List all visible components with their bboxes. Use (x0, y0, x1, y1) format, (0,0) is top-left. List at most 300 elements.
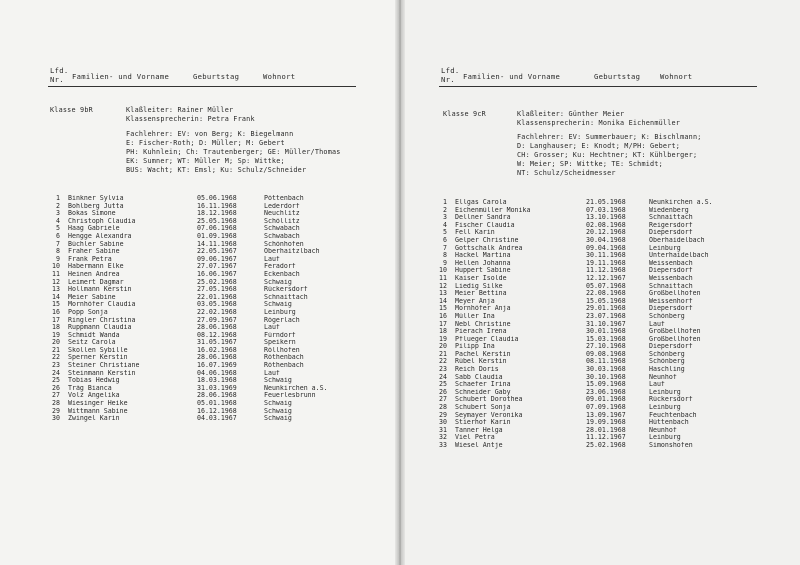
class-label: Klasse 9bR (50, 106, 93, 114)
speaker-line: Klassensprecherin: Monika Eichenmüller (517, 119, 681, 127)
row-number: 11 (52, 270, 60, 278)
birth-date: 05.07.1968 (586, 282, 626, 290)
table-row (421, 366, 739, 374)
student-name: Liedig Silke (455, 282, 503, 290)
table-row (34, 392, 354, 400)
row-number: 21 (439, 350, 447, 358)
residence: Schöllitz (264, 217, 300, 225)
table-row (34, 233, 354, 241)
teacher-line: Klaßleiter: Günther Meier (517, 110, 625, 118)
subject-line: NT: Schulz/Scheidmesser (517, 169, 616, 177)
residence: Schnaittach (649, 282, 693, 290)
row-number: 8 (443, 252, 447, 260)
residence: Leinburg (649, 434, 681, 442)
table-row (34, 218, 354, 226)
birth-date: 31.05.1967 (197, 339, 237, 347)
birth-date: 22.08.1968 (586, 290, 626, 298)
birth-date: 09.01.1968 (586, 396, 626, 404)
birth-date: 16.02.1968 (197, 346, 237, 354)
table-row (421, 313, 739, 321)
row-number: 16 (52, 308, 60, 316)
row-number: 23 (52, 362, 60, 370)
birth-date: 21.05.1968 (586, 199, 626, 206)
row-number: 7 (443, 244, 447, 252)
birth-date: 14.11.1968 (197, 240, 237, 248)
residence: Schönberg (649, 358, 685, 366)
birth-date: 12.12.1967 (586, 274, 626, 282)
table-row (421, 374, 739, 382)
student-name: Mornhöfer Claudia (68, 301, 136, 309)
row-number: 6 (443, 236, 447, 244)
residence: Feradorf (264, 263, 296, 271)
birth-date: 27.10.1968 (586, 343, 626, 351)
row-number: 14 (52, 293, 60, 301)
student-name: Habermann Elke (68, 263, 124, 271)
row-number: 12 (439, 282, 447, 290)
student-name: Eichenmüller Monika (455, 206, 531, 214)
residence: Schwabach (264, 232, 300, 240)
birth-date: 09.04.1968 (586, 244, 626, 252)
student-name: Meyer Anja (455, 297, 495, 305)
student-name: Hackel Martina (455, 252, 511, 260)
header-rule (439, 86, 757, 87)
birth-date: 08.11.1968 (586, 358, 626, 366)
row-number: 3 (443, 214, 447, 222)
residence: Rückersdorf (264, 286, 308, 294)
student-name: Büchler Sabine (68, 240, 124, 248)
table-row (34, 354, 354, 362)
table-row (34, 271, 354, 279)
row-number: 30 (439, 419, 447, 427)
student-name: Kaiser Isolde (455, 274, 507, 282)
header-nr (50, 66, 69, 84)
header-nr-line2: Nr. (441, 75, 455, 84)
table-row (34, 241, 354, 249)
header-name: Familien- und Vorname (72, 72, 170, 81)
residence: Leinburg (264, 308, 296, 316)
table-row (34, 279, 354, 287)
row-number: 14 (439, 297, 447, 305)
row-number: 20 (439, 343, 447, 351)
left-page (0, 0, 398, 565)
student-name: Meier Sabine (68, 293, 116, 301)
residence: Diepersdorf (649, 305, 693, 313)
book-gutter (395, 0, 405, 565)
birth-date: 25.05.1968 (197, 217, 237, 225)
table-row (421, 275, 739, 283)
residence: Hüttenbach (649, 419, 689, 427)
student-name: Gelper Christine (455, 236, 519, 244)
table-row (34, 317, 354, 325)
birth-date: 23.06.1968 (586, 388, 626, 396)
right-page (401, 0, 800, 565)
table-row (421, 396, 739, 404)
student-name: Sperner Kerstin (68, 354, 128, 362)
table-row (421, 434, 739, 442)
table-row (421, 229, 739, 237)
residence: Unterhaidelbach (649, 252, 709, 260)
subjects-block (517, 133, 702, 178)
table-row (421, 419, 739, 427)
birth-date: 04.03.1967 (197, 415, 237, 423)
row-number: 24 (439, 373, 447, 381)
student-name: Christoph Claudia (68, 217, 136, 225)
student-name: Volz Angelika (68, 392, 120, 400)
student-name: Steinmann Kerstin (68, 369, 136, 377)
birth-date: 25.02.1968 (197, 278, 237, 286)
table-row (34, 248, 354, 256)
table-row (34, 400, 354, 408)
student-name: Leimert Dagmar (68, 278, 124, 286)
header-place: Wohnort (660, 72, 693, 81)
residence: Feuchtenbach (649, 411, 697, 419)
student-table (421, 199, 739, 450)
residence: Pöttenbach (264, 195, 304, 202)
row-number: 16 (439, 312, 447, 320)
row-number: 29 (439, 411, 447, 419)
student-name: Gottschalk Andrea (455, 244, 523, 252)
table-row (34, 339, 354, 347)
row-number: 6 (56, 232, 60, 240)
residence: Lauf (264, 324, 280, 332)
student-name: Stierhof Karin (455, 419, 511, 427)
subject-line: Fachlehrer: EV: von Berg; K: Biegelmann (126, 130, 294, 138)
table-row (34, 309, 354, 317)
row-number: 15 (439, 305, 447, 313)
residence: Wiedenberg (649, 206, 689, 214)
student-name: Schaefer Irina (455, 381, 511, 389)
residence: Schönberg (649, 312, 685, 320)
row-number: 25 (52, 377, 60, 385)
table-row (421, 207, 739, 215)
student-name: Steiner Christiane (68, 362, 140, 370)
row-number: 13 (439, 290, 447, 298)
residence: Lauf (649, 320, 665, 328)
row-number: 10 (439, 267, 447, 275)
table-row (421, 321, 739, 329)
birth-date: 30.11.1968 (586, 252, 626, 260)
student-name: Tobias Hedwig (68, 377, 120, 385)
row-number: 30 (52, 415, 60, 423)
row-number: 18 (439, 328, 447, 336)
birth-date: 19.09.1968 (586, 419, 626, 427)
row-number: 9 (443, 259, 447, 267)
residence: Speikern (264, 339, 296, 347)
residence: Reigersdorf (649, 221, 693, 229)
residence: Oberhaitzlbach (264, 248, 320, 256)
student-name: Binkner Sylvia (68, 195, 124, 202)
residence: Leinburg (649, 244, 681, 252)
table-row (34, 332, 354, 340)
birth-date: 05.01.1968 (197, 400, 237, 408)
residence: Schwabach (264, 225, 300, 233)
residence: Feuerlesbrunn (264, 392, 316, 400)
table-row (421, 343, 739, 351)
residence: Leinburg (649, 388, 681, 396)
birth-date: 07.06.1968 (197, 225, 237, 233)
header-place: Wohnort (263, 72, 296, 81)
table-row (34, 210, 354, 218)
student-name: Mornhöfer Anja (455, 305, 511, 313)
table-row (34, 377, 354, 385)
student-name: Reich Doris (455, 366, 499, 374)
subject-line: W: Meier; SP: Wittke; TE: Schmidt; (517, 160, 663, 168)
row-number: 29 (52, 407, 60, 415)
residence: Schwaig (264, 278, 292, 286)
residence: Lauf (649, 381, 665, 389)
header-name: Familien- und Vorname (463, 72, 561, 81)
table-row (421, 381, 739, 389)
row-number: 1 (443, 199, 447, 206)
subject-line: Fachlehrer: EV: Summerbauer; K: Bischlmann; (517, 133, 702, 141)
row-number: 4 (443, 221, 447, 229)
table-row (34, 286, 354, 294)
birth-date: 07.09.1968 (586, 404, 626, 412)
subject-line: EK: Sumner; WT: Müller M; Sp: Wittke; (126, 157, 285, 165)
residence: Rückersdorf (649, 396, 693, 404)
student-name: Ellgas Carola (455, 199, 507, 206)
row-number: 7 (56, 240, 60, 248)
birth-date: 13.10.1968 (586, 214, 626, 222)
birth-date: 29.01.1968 (586, 305, 626, 313)
table-row (34, 347, 354, 355)
student-name: Frank Petra (68, 255, 112, 263)
table-row (421, 412, 739, 420)
birth-date: 30.04.1968 (586, 236, 626, 244)
student-name: Seitz Carola (68, 339, 116, 347)
student-name: Wiesinger Heike (68, 400, 128, 408)
table-row (421, 404, 739, 412)
row-number: 8 (56, 248, 60, 256)
student-name: Schubert Dorothea (455, 396, 523, 404)
header-date: Geburtstag (594, 72, 641, 81)
student-name: Pilipp Ina (455, 343, 495, 351)
residence: Weissenbach (649, 259, 693, 267)
residence: Fürndorf (264, 331, 296, 339)
row-number: 19 (439, 335, 447, 343)
table-row (421, 427, 739, 435)
residence: Diepersdorf (649, 343, 693, 351)
subject-line: PH: Kuhnlein; Ch: Trautenberger; GE: Müller/Thomas (126, 148, 341, 156)
birth-date: 16.07.1969 (197, 362, 237, 370)
student-name: Wittmann Sabine (68, 407, 128, 415)
table-row (421, 245, 739, 253)
table-row (34, 415, 354, 423)
student-name: Pachel Kerstin (455, 350, 511, 358)
student-name: Ruppmann Claudia (68, 324, 132, 332)
birth-date: 27.05.1968 (197, 286, 237, 294)
student-name: Fell Karin (455, 229, 495, 237)
table-row (34, 225, 354, 233)
residence: Schönhofen (264, 240, 304, 248)
birth-date: 22.02.1968 (197, 308, 237, 316)
student-name: Fischer Claudia (455, 221, 515, 229)
birth-date: 15.05.1968 (586, 297, 626, 305)
student-name: Schneider Gaby (455, 388, 511, 396)
birth-date: 15.03.1968 (586, 335, 626, 343)
student-name: Hengge Alexandra (68, 232, 132, 240)
birth-date: 28.06.1968 (197, 354, 237, 362)
row-number: 17 (52, 316, 60, 324)
header-nr (441, 66, 460, 84)
table-row (421, 358, 739, 366)
student-name: Skollen Sybille (68, 346, 128, 354)
student-name: Seymayer Veronika (455, 411, 523, 419)
birth-date: 25.02.1968 (586, 442, 626, 449)
row-number: 28 (52, 400, 60, 408)
birth-date: 07.03.1968 (586, 206, 626, 214)
birth-date: 09.08.1968 (586, 350, 626, 358)
row-number: 31 (439, 426, 447, 434)
student-name: Hollmann Kerstin (68, 286, 132, 294)
residence: Lederdorf (264, 202, 300, 210)
row-number: 25 (439, 381, 447, 389)
birth-date: 28.06.1968 (197, 324, 237, 332)
residence: Weissenhorf (649, 297, 693, 305)
row-number: 3 (56, 210, 60, 218)
table-row (421, 336, 739, 344)
table-row (34, 294, 354, 302)
table-row (34, 324, 354, 332)
row-number: 32 (439, 434, 447, 442)
row-number: 2 (443, 206, 447, 214)
residence: Neunhof (649, 426, 677, 434)
student-name: Schmidt Wanda (68, 331, 120, 339)
birth-date: 16.11.1968 (197, 202, 237, 210)
birth-date: 31.10.1967 (586, 320, 626, 328)
student-name: Rübel Kerstin (455, 358, 507, 366)
row-number: 2 (56, 202, 60, 210)
birth-date: 30.01.1968 (586, 328, 626, 336)
residence: Rögerlach (264, 316, 300, 324)
student-name: Schubert Sonja (455, 404, 511, 412)
table-row (34, 370, 354, 378)
residence: Schwaig (264, 415, 292, 423)
row-number: 26 (439, 388, 447, 396)
student-name: Heinen Andrea (68, 270, 120, 278)
row-number: 4 (56, 217, 60, 225)
residence: Haschling (649, 366, 685, 374)
table-row (421, 267, 739, 275)
birth-date: 18.12.1968 (197, 210, 237, 218)
student-name: Meier Bettina (455, 290, 507, 298)
table-row (421, 237, 739, 245)
birth-date: 30.03.1968 (586, 366, 626, 374)
table-row (421, 199, 739, 207)
class-label: Klasse 9cR (443, 110, 486, 118)
table-row (421, 290, 739, 298)
residence: Röthenbach (264, 362, 304, 370)
table-row (421, 260, 739, 268)
birth-date: 27.09.1967 (197, 316, 237, 324)
student-name: Haag Gabriele (68, 225, 120, 233)
birth-date: 02.08.1968 (586, 221, 626, 229)
header-date: Geburtstag (193, 72, 240, 81)
speaker-line: Klassensprecherin: Petra Frank (126, 115, 255, 123)
table-row (421, 351, 739, 359)
birth-date: 03.05.1968 (197, 301, 237, 309)
table-row (421, 442, 739, 450)
table-row (34, 385, 354, 393)
residence: Großbellhofen (649, 328, 701, 336)
table-row (421, 283, 739, 291)
birth-date: 08.12.1968 (197, 331, 237, 339)
subjects-block (126, 130, 341, 175)
student-name: Huppert Sabine (455, 267, 511, 275)
row-number: 18 (52, 324, 60, 332)
row-number: 5 (56, 225, 60, 233)
row-number: 27 (52, 392, 60, 400)
row-number: 24 (52, 369, 60, 377)
birth-date: 20.12.1968 (586, 229, 626, 237)
header-rule (48, 86, 356, 87)
row-number: 19 (52, 331, 60, 339)
row-number: 17 (439, 320, 447, 328)
row-number: 27 (439, 396, 447, 404)
subject-line: BUS: Wacht; KT: Emsl; Ku: Schulz/Schneider (126, 166, 307, 174)
row-number: 33 (439, 442, 447, 449)
birth-date: 04.06.1968 (197, 369, 237, 377)
student-name: Ringler Christina (68, 316, 136, 324)
student-name: Popp Sonja (68, 308, 108, 316)
residence: Lauf (264, 369, 280, 377)
birth-date: 16.12.1968 (197, 407, 237, 415)
table-row (421, 252, 739, 260)
birth-date: 23.07.1968 (586, 312, 626, 320)
table-row (34, 195, 354, 203)
residence: Eckenbach (264, 270, 300, 278)
row-number: 26 (52, 384, 60, 392)
student-name: Zwingel Karin (68, 415, 120, 423)
row-number: 20 (52, 339, 60, 347)
table-row (34, 408, 354, 416)
student-table (34, 195, 354, 423)
residence: Neunkirchen a.S. (649, 199, 713, 206)
birth-date: 11.12.1967 (586, 434, 626, 442)
birth-date: 16.06.1967 (197, 270, 237, 278)
table-row (421, 222, 739, 230)
subject-line: D: Langhauser; E: Knodt; M/PH: Gebert; (517, 142, 681, 150)
residence: Diepersdorf (649, 267, 693, 275)
residence: Großbellhofen (649, 335, 701, 343)
student-name: Bohlberg Jutta (68, 202, 124, 210)
residence: Diepersdorf (649, 229, 693, 237)
table-row (421, 389, 739, 397)
subject-line: CH: Grosser; Ku: Hechtner; KT: Kühlberger; (517, 151, 698, 159)
residence: Leinburg (649, 404, 681, 412)
birth-date: 27.07.1967 (197, 263, 237, 271)
birth-date: 28.06.1968 (197, 392, 237, 400)
student-name: Viel Petra (455, 434, 495, 442)
table-row (34, 301, 354, 309)
row-number: 9 (56, 255, 60, 263)
birth-date: 01.09.1968 (197, 232, 237, 240)
student-name: Pierach Irena (455, 328, 507, 336)
header-nr-line1: Lfd. (50, 66, 69, 75)
row-number: 23 (439, 366, 447, 374)
row-number: 22 (439, 358, 447, 366)
row-number: 1 (56, 195, 60, 202)
birth-date: 30.10.1968 (586, 373, 626, 381)
student-name: Sabb Claudia (455, 373, 503, 381)
row-number: 22 (52, 354, 60, 362)
residence: Neunkirchen a.S. (264, 384, 328, 392)
table-row (421, 328, 739, 336)
residence: Schwaig (264, 377, 292, 385)
table-row (421, 298, 739, 306)
birth-date: 09.06.1967 (197, 255, 237, 263)
birth-date: 22.01.1968 (197, 293, 237, 301)
